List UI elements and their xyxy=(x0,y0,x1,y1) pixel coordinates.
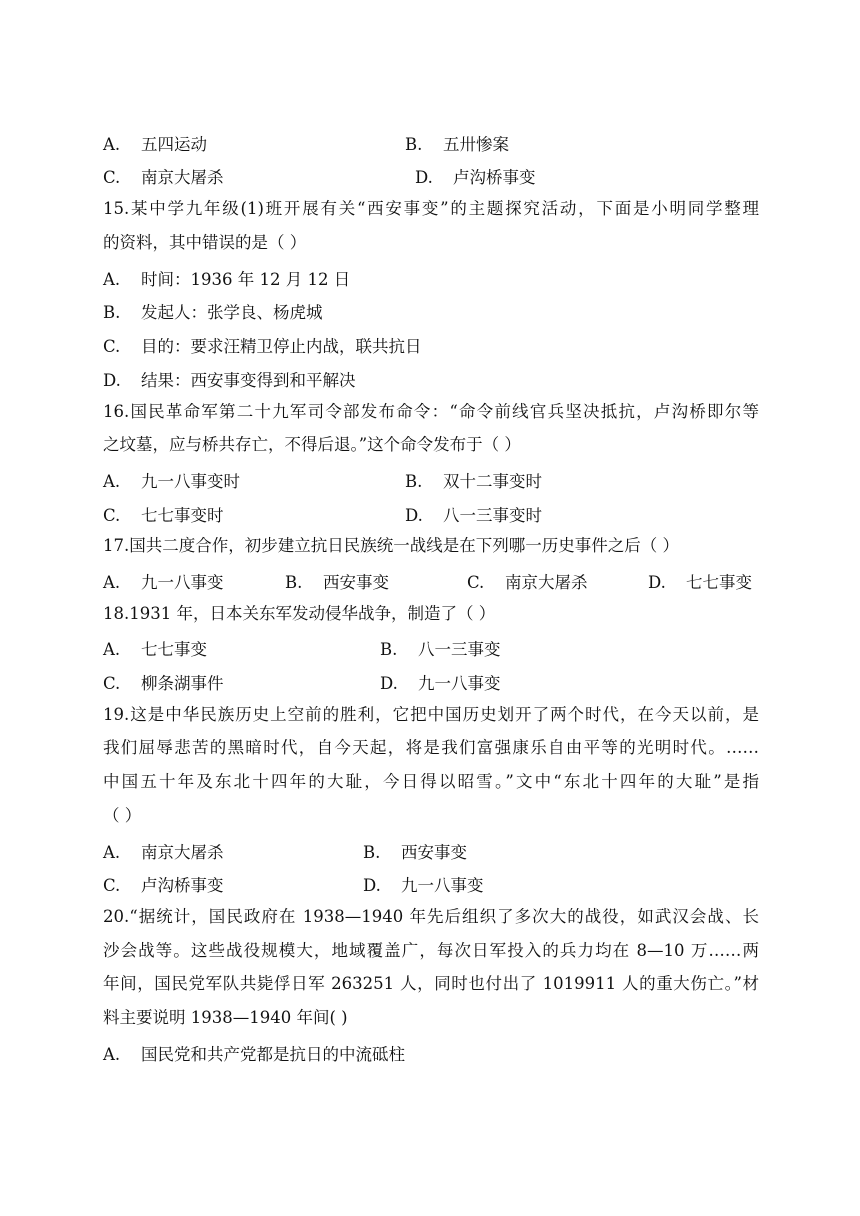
option-b xyxy=(103,299,323,323)
option-d xyxy=(363,872,484,896)
option-letter: B. xyxy=(103,303,121,322)
option-d xyxy=(103,367,356,391)
option-letter: D. xyxy=(380,674,398,693)
option-letter: C. xyxy=(103,876,121,895)
option-letter: D. xyxy=(648,573,666,592)
option-letter: A. xyxy=(103,270,121,289)
option-a xyxy=(103,636,207,660)
option-b xyxy=(405,131,509,155)
option-letter: A. xyxy=(103,1045,121,1064)
option-d xyxy=(415,164,536,188)
option-b xyxy=(380,636,501,660)
option-a xyxy=(103,266,350,290)
option-c xyxy=(103,164,224,188)
option-d xyxy=(405,502,542,526)
option-letter: C. xyxy=(103,506,121,525)
option-c xyxy=(103,872,224,896)
question-stem-line: 沙会战等。这些战役规模大，地域覆盖广，每次日军投入的兵力均在 8—10 万……两 xyxy=(103,941,759,960)
option-text: 七七事变 xyxy=(141,640,207,659)
option-letter: A. xyxy=(103,843,121,862)
option-text: 五四运动 xyxy=(141,135,207,154)
option-text: 八一三事变 xyxy=(418,640,501,659)
option-text: 南京大屠杀 xyxy=(505,573,588,592)
option-text: 南京大屠杀 xyxy=(141,843,224,862)
option-d xyxy=(380,670,501,694)
option-text: 九一八事变 xyxy=(141,573,224,592)
option-text: 七七事变 xyxy=(686,573,752,592)
option-a xyxy=(103,131,207,155)
option-c xyxy=(103,502,224,526)
option-text: 国民党和共产党都是抗日的中流砥柱 xyxy=(141,1045,405,1064)
option-b xyxy=(405,468,542,492)
option-letter: B. xyxy=(285,573,303,592)
option-text: 目的：要求汪精卫停止内战，联共抗日 xyxy=(141,337,422,356)
option-letter: D. xyxy=(103,371,121,390)
option-letter: A. xyxy=(103,472,121,491)
option-letter: A. xyxy=(103,135,121,154)
option-letter: C. xyxy=(103,337,121,356)
option-letter: D. xyxy=(415,168,433,187)
question-stem-line: 年间，国民党军队共毙俘日军 263251 人，同时也付出了 1019911 人的重大伤亡。”材 xyxy=(103,974,759,993)
option-text: 时间：1936 年 12 月 12 日 xyxy=(141,270,351,289)
option-letter: C. xyxy=(103,168,121,187)
option-letter: B. xyxy=(405,472,423,491)
option-text: 卢沟桥事变 xyxy=(453,168,536,187)
option-letter: A. xyxy=(103,640,121,659)
option-b xyxy=(363,839,467,863)
option-letter: C. xyxy=(103,674,121,693)
option-text: 西安事变 xyxy=(323,573,389,592)
question-stem-line: 19.这是中华民族历史上空前的胜利，它把中国历史划开了两个时代，在今天以前，是 xyxy=(103,705,759,724)
option-a xyxy=(103,839,224,863)
option-text: 八一三事变时 xyxy=(443,506,542,525)
option-b xyxy=(285,569,389,593)
question-stem-line: 中国五十年及东北十四年的大耻，今日得以昭雪。”文中“东北十四年的大耻”是指 xyxy=(103,772,759,791)
question-stem-line: 我们屈辱悲苦的黑暗时代，自今天起，将是我们富强康乐自由平等的光明时代。…… xyxy=(103,738,759,757)
option-text: 七七事变时 xyxy=(141,506,224,525)
option-letter: D. xyxy=(363,876,381,895)
option-text: 双十二事变时 xyxy=(443,472,542,491)
option-text: 西安事变 xyxy=(401,843,467,862)
option-letter: B. xyxy=(380,640,398,659)
option-c xyxy=(103,670,224,694)
option-a xyxy=(103,1041,405,1065)
option-text: 九一八事变 xyxy=(418,674,501,693)
question-stem-line: 20.“据统计，国民政府在 1938—1940 年先后组织了多次大的战役，如武汉会战、长 xyxy=(103,907,759,926)
question-stem-line: 18.1931 年，日本关东军发动侵华战争，制造了（ ） xyxy=(103,604,496,623)
option-a xyxy=(103,468,240,492)
option-letter: A. xyxy=(103,573,121,592)
question-stem-line: 的资料，其中错误的是（ ） xyxy=(103,233,307,252)
question-stem-line: 17.国共二度合作，初步建立抗日民族统一战线是在下列哪一历史事件之后（ ） xyxy=(103,536,679,555)
question-stem-line: 之坟墓，应与桥共存亡，不得后退。”这个命令发布于（ ） xyxy=(103,435,521,454)
option-text: 南京大屠杀 xyxy=(141,168,224,187)
option-d xyxy=(648,569,752,593)
question-stem-line: 料主要说明 1938—1940 年间( ) xyxy=(103,1008,348,1027)
option-text: 结果：西安事变得到和平解决 xyxy=(141,371,356,390)
option-text: 九一八事变 xyxy=(401,876,484,895)
question-stem-line: 16.国民革命军第二十九军司令部发布命令：“命令前线官兵坚决抵抗，卢沟桥即尔等 xyxy=(103,402,759,421)
option-letter: D. xyxy=(405,506,423,525)
option-c xyxy=(467,569,588,593)
option-text: 发起人：张学良、杨虎城 xyxy=(141,303,323,322)
option-text: 九一八事变时 xyxy=(141,472,240,491)
option-letter: B. xyxy=(405,135,423,154)
question-stem-line: （ ） xyxy=(103,806,142,825)
option-text: 五卅惨案 xyxy=(443,135,509,154)
option-letter: B. xyxy=(363,843,381,862)
question-stem-line: 15.某中学九年级(1)班开展有关“西安事变”的主题探究活动，下面是小明同学整理 xyxy=(103,199,759,218)
option-text: 卢沟桥事变 xyxy=(141,876,224,895)
option-c xyxy=(103,333,422,357)
option-text: 柳条湖事件 xyxy=(141,674,224,693)
option-letter: C. xyxy=(467,573,485,592)
option-a xyxy=(103,569,224,593)
